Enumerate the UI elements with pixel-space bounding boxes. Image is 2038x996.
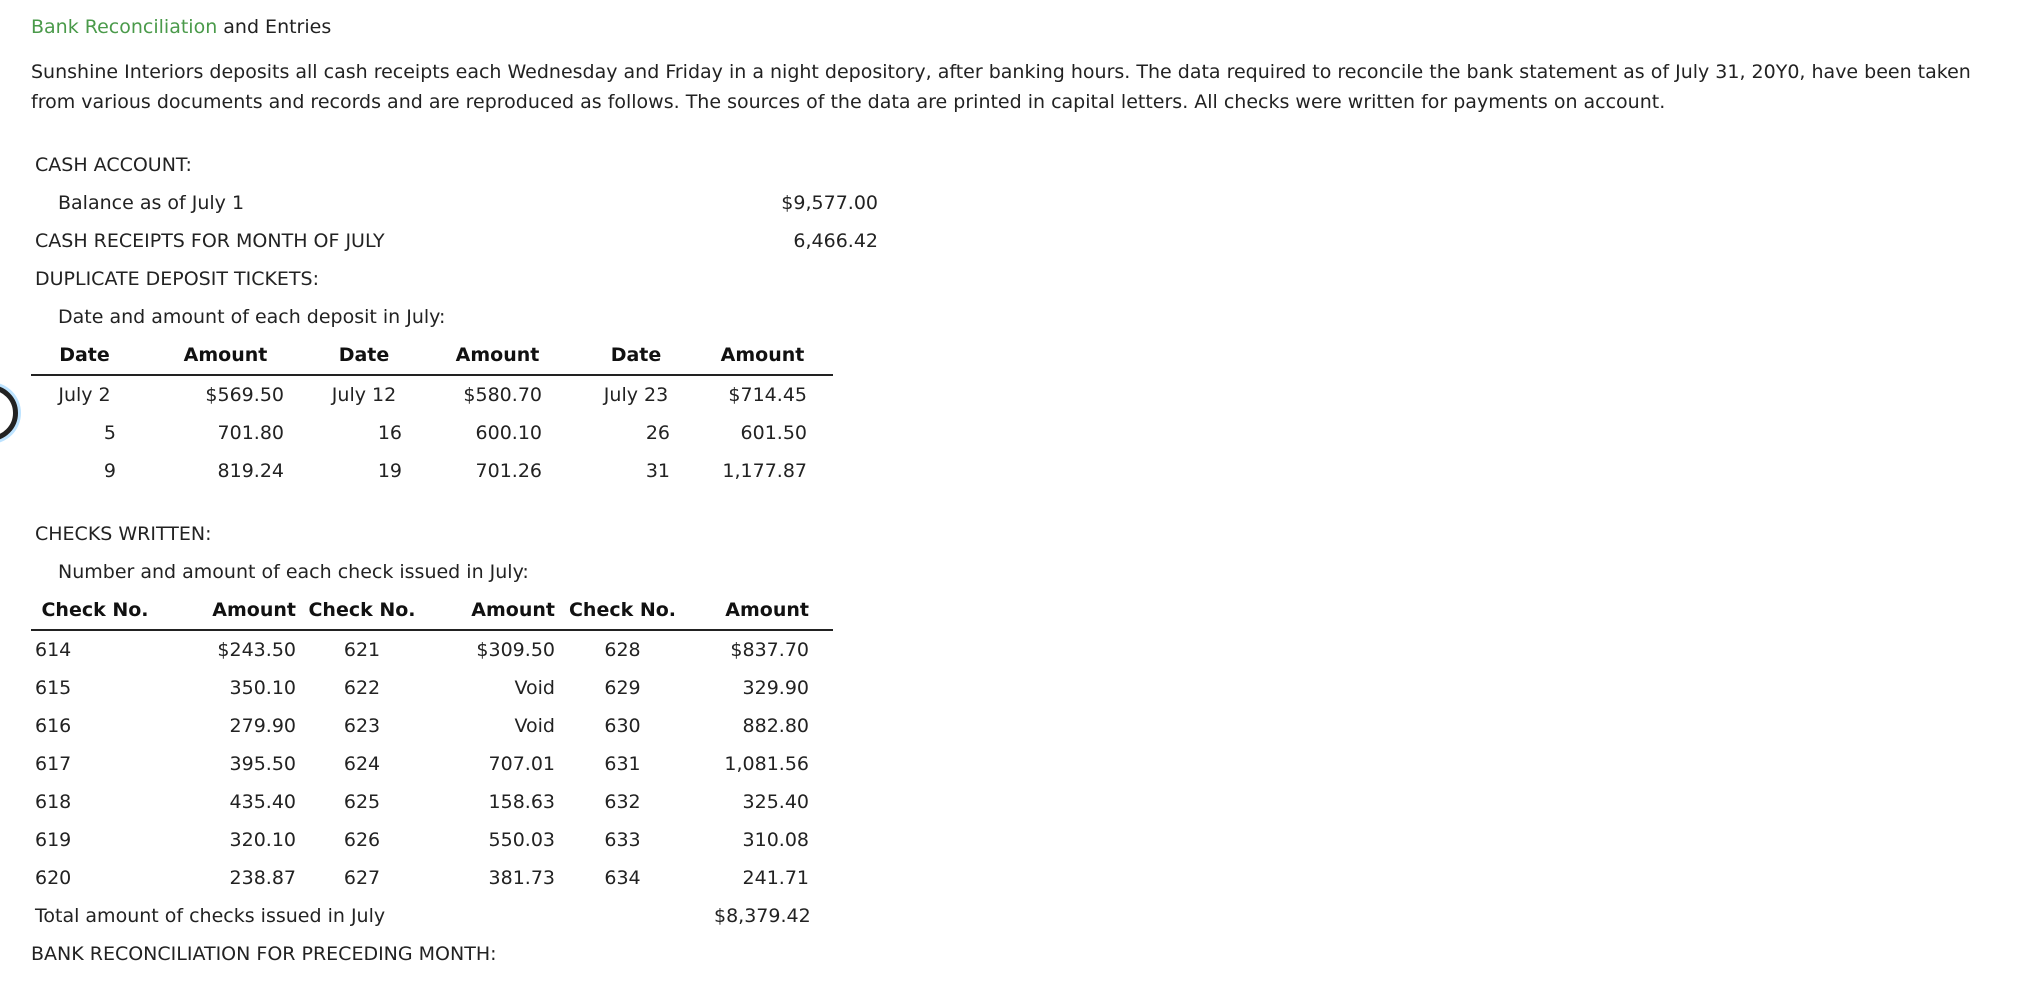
table-cell: 238.87 <box>229 867 296 889</box>
checks-table <box>31 591 833 897</box>
header-cell: Check No. <box>41 599 149 621</box>
table-cell: 701.26 <box>475 460 542 482</box>
table-cell: July 12 <box>331 384 397 406</box>
table-row <box>31 745 833 783</box>
prior-reconciliation-label: BANK RECONCILIATION FOR PRECEDING MONTH: <box>31 943 497 965</box>
table-cell: 31 <box>645 460 670 482</box>
table-cell: 158.63 <box>488 791 555 813</box>
table-cell: 631 <box>604 753 641 775</box>
table-cell: 241.71 <box>742 867 809 889</box>
header-cell: Date <box>610 344 662 366</box>
table-cell: 601.50 <box>740 422 807 444</box>
table-cell: 819.24 <box>217 460 284 482</box>
table-row <box>31 452 833 490</box>
table-cell: 395.50 <box>229 753 296 775</box>
table-cell: 630 <box>604 715 641 737</box>
cash-account-label: CASH ACCOUNT: <box>35 154 192 176</box>
table-cell: Void <box>514 715 555 737</box>
table-cell: 626 <box>343 829 381 851</box>
table-cell: 616 <box>35 715 72 737</box>
deposits-header-row <box>31 336 833 375</box>
table-cell: 310.08 <box>742 829 809 851</box>
table-cell: 614 <box>35 639 72 661</box>
table-cell: $837.70 <box>730 639 809 661</box>
table-cell: 629 <box>604 677 641 699</box>
table-row <box>31 630 833 669</box>
table-cell: 19 <box>377 460 402 482</box>
table-cell: Void <box>514 677 555 699</box>
table-cell: 633 <box>604 829 641 851</box>
table-cell: 625 <box>343 791 381 813</box>
checks-label: CHECKS WRITTEN: <box>35 523 212 545</box>
table-cell: $243.50 <box>217 639 296 661</box>
table-row <box>31 859 833 897</box>
table-cell: $714.45 <box>728 384 807 406</box>
table-cell: 627 <box>343 867 381 889</box>
balance-label: Balance as of July 1 <box>58 192 245 214</box>
table-row <box>31 707 833 745</box>
table-cell: 620 <box>35 867 72 889</box>
table-row <box>31 669 833 707</box>
cash-receipts-row <box>31 222 2021 260</box>
header-cell: Amount <box>183 344 268 366</box>
table-cell: 632 <box>604 791 641 813</box>
balance-value: $9,577.00 <box>781 192 878 214</box>
document-page <box>31 0 2021 973</box>
table-cell: 707.01 <box>488 753 555 775</box>
intro-paragraph: Sunshine Interiors deposits all cash receipts each Wednesday and Friday in a night depository, after banking hours. The data required to reconcile the bank statement as of July 31, 20Y0, have been taken from various documents and records and are reproduced as follows. The sources of the data are printed in capital letters. All checks were written for payments on account. <box>31 61 1971 113</box>
checks-total-value: $8,379.42 <box>714 905 811 927</box>
table-cell: July 2 <box>58 384 111 406</box>
table-cell: 325.40 <box>742 791 809 813</box>
table-cell: 5 <box>103 422 116 444</box>
table-cell: 882.80 <box>742 715 809 737</box>
deposits-table <box>31 336 833 490</box>
table-cell: 621 <box>343 639 381 661</box>
table-cell: July 23 <box>603 384 669 406</box>
table-cell: 381.73 <box>488 867 555 889</box>
table-cell: 550.03 <box>488 829 555 851</box>
header-cell: Date <box>59 344 110 366</box>
cash-receipts-label: CASH RECEIPTS FOR MONTH OF JULY <box>35 230 385 252</box>
scroll-indicator-circle[interactable] <box>0 385 18 441</box>
table-row <box>31 783 833 821</box>
table-cell: 617 <box>35 753 72 775</box>
header-cell: Amount <box>212 599 296 621</box>
title-rest: and Entries <box>217 16 332 38</box>
table-cell: 435.40 <box>229 791 296 813</box>
table-cell: 9 <box>103 460 116 482</box>
table-cell: 615 <box>35 677 72 699</box>
page-title <box>31 14 2021 40</box>
table-cell: 320.10 <box>229 829 296 851</box>
header-cell: Amount <box>471 599 555 621</box>
table-cell: 618 <box>35 791 72 813</box>
table-cell: 634 <box>604 867 641 889</box>
balance-row <box>31 184 2021 222</box>
table-cell: 622 <box>343 677 381 699</box>
table-cell: 26 <box>645 422 670 444</box>
checks-sub-label: Number and amount of each check issued in July: <box>58 561 529 583</box>
table-cell: 1,081.56 <box>724 753 809 775</box>
checks-total-label: Total amount of checks issued in July <box>35 905 386 927</box>
table-cell: 628 <box>604 639 641 661</box>
table-cell: 600.10 <box>475 422 542 444</box>
table-row <box>31 375 833 414</box>
cash-receipts-value: 6,466.42 <box>793 230 878 252</box>
table-row <box>31 821 833 859</box>
deposits-label: DUPLICATE DEPOSIT TICKETS: <box>35 268 319 290</box>
title-link[interactable]: Bank Reconciliation <box>31 16 218 38</box>
deposits-sub-label: Date and amount of each deposit in July: <box>58 306 446 328</box>
table-cell: 16 <box>377 422 402 444</box>
table-cell: 329.90 <box>742 677 809 699</box>
table-cell: 279.90 <box>229 715 296 737</box>
header-cell: Amount <box>720 344 805 366</box>
table-cell: $580.70 <box>463 384 542 406</box>
header-cell: Amount <box>725 599 809 621</box>
table-cell: $569.50 <box>205 384 284 406</box>
checks-header-row <box>31 591 833 630</box>
checks-total-row <box>31 897 2021 935</box>
header-cell: Check No. <box>308 599 416 621</box>
table-cell: $309.50 <box>476 639 555 661</box>
table-cell: 623 <box>343 715 381 737</box>
table-cell: 350.10 <box>229 677 296 699</box>
header-cell: Amount <box>455 344 540 366</box>
table-cell: 1,177.87 <box>722 460 807 482</box>
table-cell: 624 <box>343 753 381 775</box>
table-row <box>31 414 833 452</box>
header-cell: Check No. <box>568 599 677 621</box>
table-cell: 619 <box>35 829 72 851</box>
table-cell: 701.80 <box>217 422 284 444</box>
header-cell: Date <box>338 344 390 366</box>
